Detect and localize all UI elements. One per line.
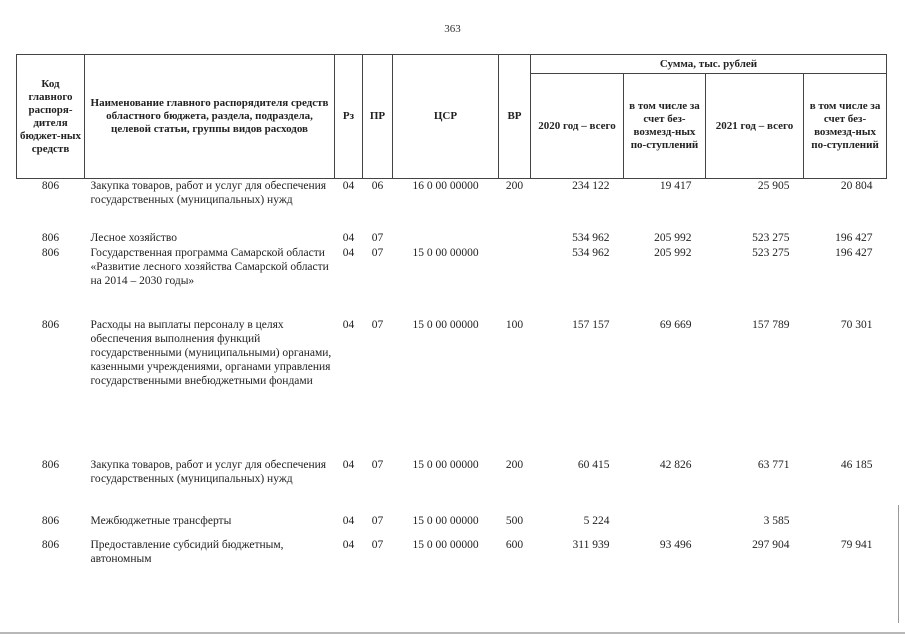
cell-2021-total: 523 275: [752, 231, 790, 244]
header-code: Код главного распоря-дителя бюджет-ных средств: [17, 55, 85, 179]
scan-edge-line: [898, 505, 899, 623]
header-vr: ВР: [499, 55, 531, 179]
cell-name: Государственная программа Самарской области «Развитие лесного хозяйства Самарской области на 2014 – 2030 годы»: [90, 246, 329, 287]
cell-2020-total: 60 415: [577, 458, 610, 471]
cell-pr: 07: [371, 246, 384, 259]
cell-vr: [499, 246, 531, 318]
header-sum: Сумма, тыс. рублей: [531, 55, 887, 74]
cell-pr: 07: [371, 514, 384, 527]
table-body: [17, 179, 887, 568]
cell-2020-total: 311 939: [572, 538, 610, 551]
header-2021-total: 2021 год – всего: [706, 74, 804, 179]
table-row: [17, 538, 887, 568]
cell-2020-total: 534 962: [572, 246, 610, 259]
cell-csr: 16 0 00 00000: [412, 180, 479, 192]
cell-2021-free: 70 301: [840, 318, 873, 331]
table-header: [17, 55, 887, 179]
cell-2021-total: 3 585: [763, 514, 790, 527]
cell-rz: 04: [342, 458, 355, 471]
cell-name: Межбюджетные трансферты: [90, 514, 232, 527]
cell-name: Лесное хозяйство: [90, 231, 178, 244]
header-pr: ПР: [363, 55, 393, 179]
cell-name: Расходы на выплаты персоналу в целях обеспечения выполнения функций государственными (муниципальными) органами, казенными учреждениями, органами управления государственными внебюджетными фондами: [90, 318, 332, 387]
cell-pr: 07: [371, 458, 384, 471]
table-row: [17, 458, 887, 514]
page-number: 363: [444, 23, 461, 35]
cell-2021-total: 157 789: [752, 318, 790, 331]
table-row: [17, 179, 887, 231]
cell-2020-total: 234 122: [572, 180, 610, 192]
cell-vr: 600: [505, 538, 524, 551]
cell-name: Закупка товаров, работ и услуг для обеспечения государственных (муниципальных) нужд: [90, 458, 327, 485]
cell-2020-total: 534 962: [572, 231, 610, 244]
cell-csr: 15 0 00 00000: [412, 246, 479, 259]
header-2020-free: в том числе за счет без-возмезд-ных по-ступлений: [624, 74, 706, 179]
cell-2021-total: 63 771: [757, 458, 790, 471]
header-csr: ЦСР: [393, 55, 499, 179]
cell-2020-total: 5 224: [583, 514, 610, 527]
cell-code: 806: [41, 514, 60, 527]
cell-rz: 04: [342, 246, 355, 259]
cell-2020-free: 19 417: [659, 180, 692, 192]
header-2020-total: 2020 год – всего: [531, 74, 624, 179]
cell-rz: 04: [342, 514, 355, 527]
cell-rz: 04: [342, 180, 355, 192]
table-row: [17, 514, 887, 538]
cell-pr: 07: [371, 231, 384, 244]
cell-2020-total: 157 157: [572, 318, 610, 331]
header-rz: Рз: [335, 55, 363, 179]
cell-2021-free: 196 427: [835, 231, 873, 244]
header-name: Наименование главного распорядителя средств областного бюджета, раздела, подраздела, целевой статьи, группы видов расходов: [85, 55, 335, 179]
table-row: [17, 246, 887, 318]
cell-2020-free: 69 669: [659, 318, 692, 331]
cell-2020-free: [624, 514, 706, 538]
cell-pr: 06: [371, 180, 384, 192]
cell-rz: 04: [342, 538, 355, 551]
table-row: [17, 318, 887, 458]
cell-csr: 15 0 00 00000: [412, 538, 479, 551]
budget-table: [16, 54, 887, 568]
cell-csr: [393, 231, 499, 246]
cell-vr: 200: [505, 458, 524, 471]
cell-code: 806: [41, 231, 60, 244]
cell-pr: 07: [371, 318, 384, 331]
table-row: [17, 231, 887, 246]
cell-vr: 200: [505, 180, 524, 192]
cell-2021-free: [804, 514, 887, 538]
cell-name: Предоставление субсидий бюджетным, автономным: [90, 538, 284, 565]
cell-code: 806: [41, 318, 60, 331]
cell-2021-free: 20 804: [840, 180, 873, 192]
cell-vr: [499, 231, 531, 246]
cell-csr: 15 0 00 00000: [412, 318, 479, 331]
cell-2020-free: 42 826: [659, 458, 692, 471]
cell-pr: 07: [371, 538, 384, 551]
cell-vr: 100: [505, 318, 524, 331]
cell-code: 806: [41, 180, 60, 192]
cell-2021-free: 79 941: [840, 538, 873, 551]
cell-2021-total: 297 904: [752, 538, 790, 551]
cell-2020-free: 93 496: [659, 538, 692, 551]
cell-vr: 500: [505, 514, 524, 527]
cell-rz: 04: [342, 318, 355, 331]
cell-2021-total: 25 905: [757, 180, 790, 192]
scan-bottom-edge: [0, 632, 905, 634]
cell-csr: 15 0 00 00000: [412, 514, 479, 527]
cell-csr: 15 0 00 00000: [412, 458, 479, 471]
cell-rz: 04: [342, 231, 355, 244]
cell-2020-free: 205 992: [654, 246, 692, 259]
cell-code: 806: [41, 246, 60, 259]
cell-2021-free: 46 185: [840, 458, 873, 471]
cell-name: Закупка товаров, работ и услуг для обеспечения государственных (муниципальных) нужд: [90, 180, 327, 206]
cell-code: 806: [41, 538, 60, 551]
cell-2021-free: 196 427: [835, 246, 873, 259]
cell-2021-total: 523 275: [752, 246, 790, 259]
cell-2020-free: 205 992: [654, 231, 692, 244]
header-2021-free: в том числе за счет без-возмезд-ных по-ступлений: [804, 74, 887, 179]
cell-code: 806: [41, 458, 60, 471]
